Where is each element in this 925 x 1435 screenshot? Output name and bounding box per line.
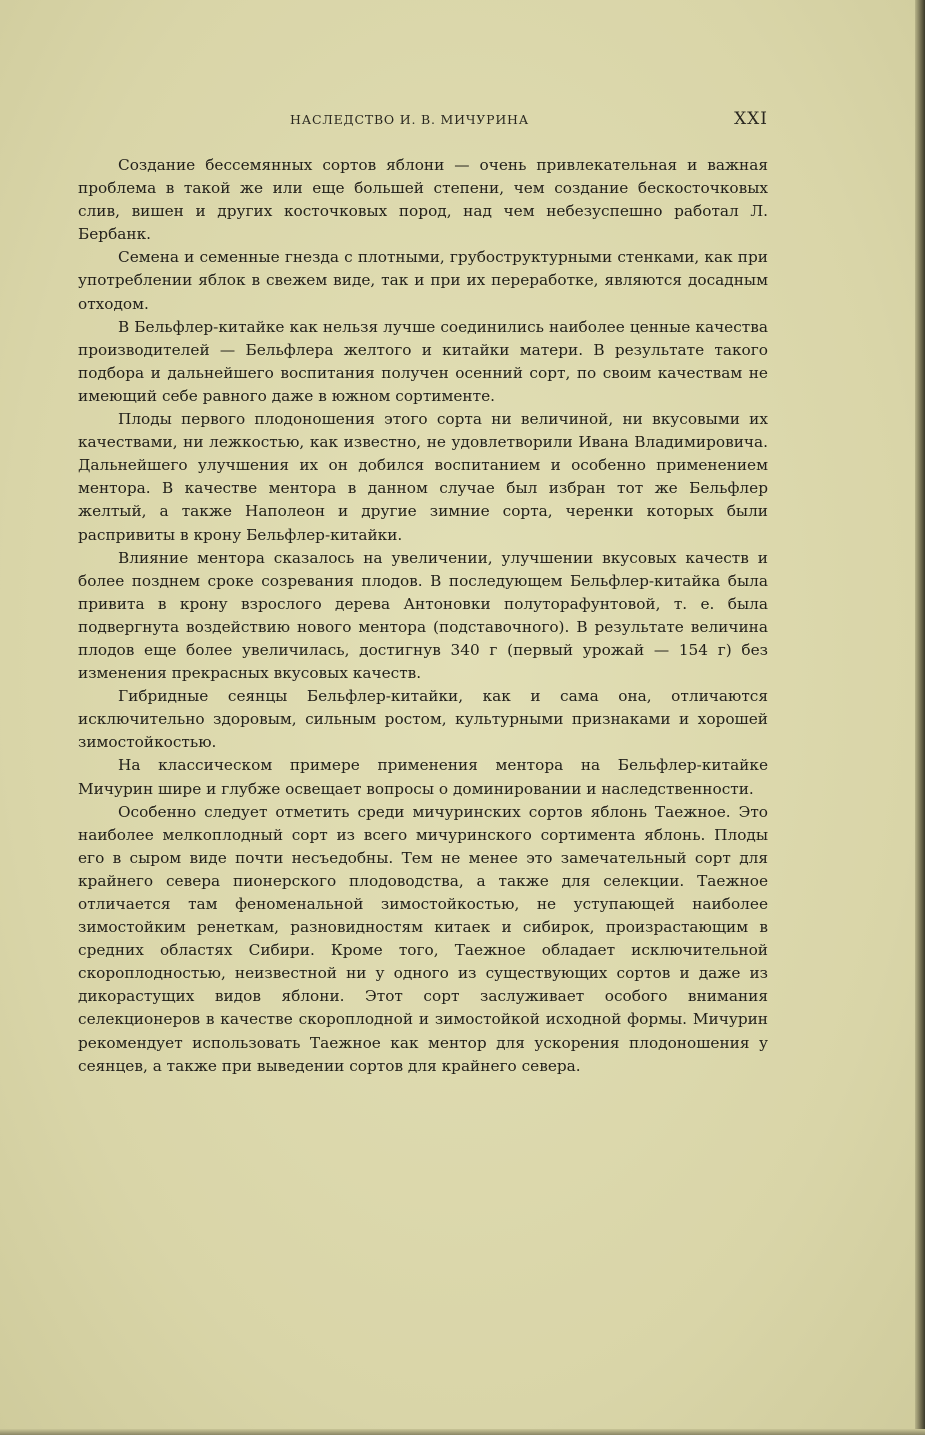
paragraph: В Бельфлер-китайке как нельзя лучше соединились наиболее ценные качества производителей — Бельфлера желтого и китайки матери. В результате такого подбора и дальнейшего воспитания получен осенний сорт, по своим качествам не имеющий себе равного даже в южном сортименте. — [78, 317, 768, 405]
paragraph: Особенно следует отметить среди мичуринских сортов яблонь Таежное. Это наиболее мелкоплодный сорт из всего мичуринского сортимента яблонь. Плоды его в сыром виде почти несъедобны. Тем не менее это замечательный сорт для крайнего севера пионерского плодоводства, а также для селекции. Таежное отличается там феноменальной зимостойкостью, не уступающей наиболее зимостойким ренеткам, разновидностям китаек и сибирок, произрастающим в средних областях Сибири. Кроме того, Таежное обладает исключительной скороплодностью, неизвестной ни у одного из существующих сортов и даже из дикорастущих видов яблони. Этот сорт заслуживает особого внимания селекционеров в качестве скороплодной и зимостойкой исходной формы. Мичурин рекомендует использовать Таежное как ментор для ускорения плодоношения у сеянцев, а также при выведении сортов для крайнего севера. — [78, 802, 768, 1075]
page-number: XXI — [734, 109, 768, 129]
page-header — [78, 109, 768, 132]
paragraph: Гибридные сеянцы Бельфлер-китайки, как и сама она, отличаются исключительно здоровым, сильным ростом, культурными признаками и хорошей зимостойкостью. — [78, 687, 768, 752]
paragraph: Семена и семенные гнезда с плотными, грубоструктурными стенками, как при употреблении яблок в свежем виде, так и при их переработке, являются досадным отходом. — [78, 248, 768, 313]
running-title: НАСЛЕДСТВО И. В. МИЧУРИНА — [290, 112, 530, 127]
body-text — [78, 154, 768, 1078]
paragraph: На классическом примере применения ментора на Бельфлер-китайке Мичурин шире и глубже освещает вопросы о доминировании и наследственности. — [78, 756, 768, 798]
paragraph: Влияние ментора сказалось на увеличении, улучшении вкусовых качеств и более позднем сроке созревания плодов. В последующем Бельфлер-китайка была привита в крону взрослого дерева Антоновки полуторафунтовой, т. е. была подвергнута воздействию нового ментора (подставочного). В результате величина плодов еще более увеличилась, достигнув 340 г (первый урожай — 154 г) без изменения прекрасных вкусовых качеств. — [78, 548, 768, 683]
page-bottom-edge — [0, 1429, 925, 1435]
paragraph: Плоды первого плодоношения этого сорта ни величиной, ни вкусовыми их качествами, ни лежкостью, как известно, не удовлетворили Ивана Владимировича. Дальнейшего улучшения их он добился воспитанием и особенно применением ментора. В качестве ментора в данном случае был избран тот же Бельфлер желтый, а также Наполеон и другие зимние сорта, черенки которых были распривиты в крону Бельфлер-китайки. — [78, 410, 768, 544]
page-right-edge — [915, 0, 925, 1435]
paragraph: Создание бессемянных сортов яблони — очень привлекательная и важная проблема в такой же или еще большей степени, чем создание бескосточковых слив, вишен и других косточковых пород, над чем небезуспешно работал Л. Бербанк. — [78, 156, 768, 244]
